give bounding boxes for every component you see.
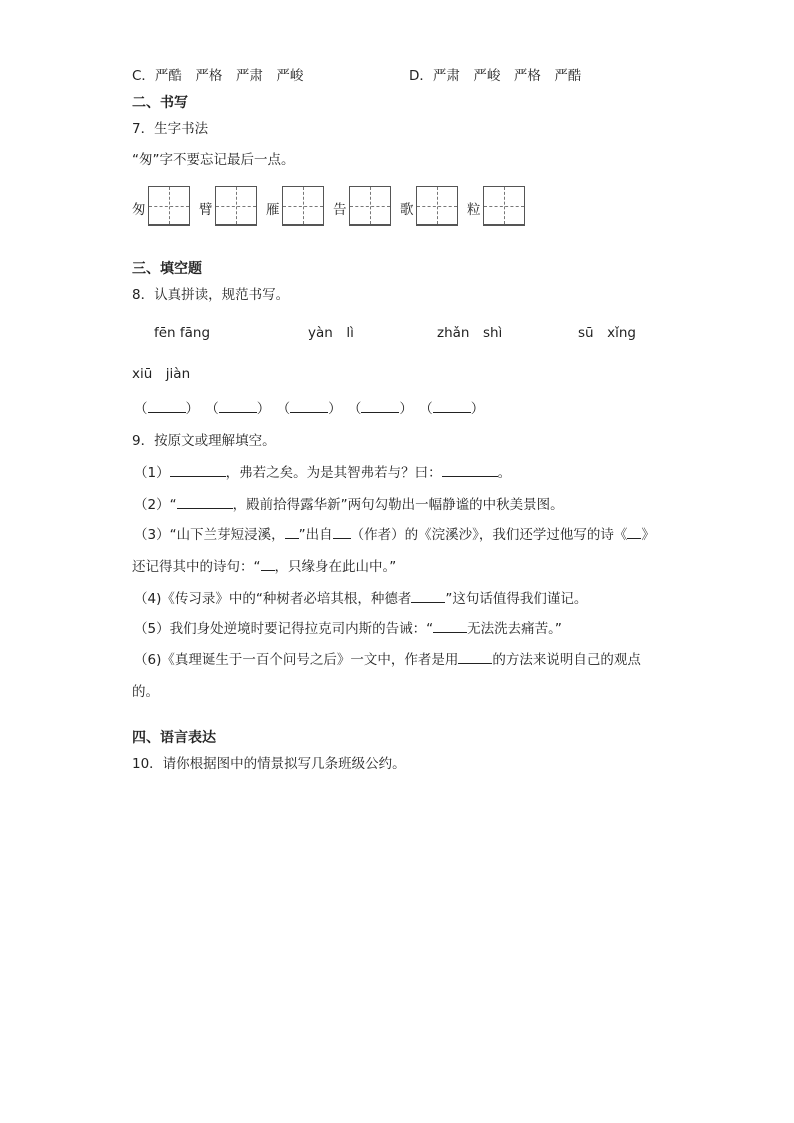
char-label: 告 [333,202,347,218]
question-7-tip: “匆”字不要忘记最后一点。 [132,152,295,168]
blank[interactable] [458,663,492,664]
answer-slot[interactable] [419,401,484,417]
q9-3-cont-end: ，只缘身在此山中。” [274,559,397,575]
q9-3-prefix: （3）“山下兰芽短浸溪， [134,527,285,543]
writing-box[interactable] [483,186,525,226]
q9-2-prefix: （2）“ [134,497,177,513]
blank[interactable] [285,538,299,539]
char-label: 雁 [266,202,280,218]
char-label: 匆 [132,202,146,218]
writing-box[interactable] [148,186,190,226]
blank[interactable] [170,476,226,477]
answer-slot[interactable] [348,401,413,417]
paren-open: （ [347,401,362,417]
blank[interactable] [177,508,233,509]
section-heading-writing: 二、书写 [132,95,188,111]
paren-close: ） [256,401,271,417]
option-d: D．严肃 严峻 严格 严酷 [409,68,582,84]
char-label: 歌 [400,202,414,218]
blank[interactable] [627,538,641,539]
q9-line-4 [134,590,587,608]
q9-2-text: ，殿前拾得露华新”两句勾勒出一幅静谧的中秋美景图。 [232,497,564,513]
q9-3-end: 》 [641,527,655,543]
q9-4-prefix: （4)《传习录》中的“种树者必培其根，种德者 [134,591,412,607]
answer-slots [134,400,484,418]
blank[interactable] [433,632,467,633]
q9-5-prefix: （5）我们身处逆境时要记得拉克司内斯的告诫：“ [134,621,434,637]
answer-slot[interactable] [277,401,342,417]
answer-slot[interactable] [205,401,270,417]
q9-5-text: 无法洗去痛苦。” [467,621,562,637]
blank[interactable] [261,570,275,571]
paren-close: ） [470,401,485,417]
q9-line-2 [134,496,564,514]
q9-1-text: ，弗若之矣。为是其智弗若与？曰： [225,465,442,481]
paren-open: （ [205,401,219,417]
paren-close: ） [399,401,413,417]
paren-open: （ [419,401,433,417]
q9-3-cont: 还记得其中的诗句：“ [132,559,261,575]
q9-line-3b [132,558,396,576]
question-10-title: 10．请你根据图中的情景拟写几条班级公约。 [132,756,406,772]
q9-line-5 [134,620,562,638]
writing-box[interactable] [282,186,324,226]
q9-1-end: 。 [497,465,512,481]
pinyin-2: yàn lì [308,325,354,341]
q9-line-6b: 的。 [132,684,159,700]
char-label: 粒 [467,202,481,218]
q9-1-prefix: （1） [134,465,170,481]
option-c: C．严酷 严格 严肃 严峻 [132,68,304,84]
blank[interactable] [333,538,351,539]
writing-box[interactable] [416,186,458,226]
q9-3-text: ”出自 [298,527,333,543]
q9-4-text: ”这句话值得我们谨记。 [445,591,588,607]
section-heading-expression: 四、语言表达 [132,730,216,746]
paren-open: （ [134,401,148,417]
blank[interactable] [411,602,445,603]
q9-3-text-2: （作者）的《浣溪沙》，我们还学过他写的诗《 [350,527,628,543]
q9-line-1 [134,464,511,482]
writing-box[interactable] [215,186,257,226]
q9-line-6 [134,651,641,669]
paren-open: （ [276,401,291,417]
char-label: 臂 [199,202,213,218]
pinyin-3: zhǎn shì [437,325,503,341]
paren-close: ） [185,401,199,417]
section-heading-fill-blank: 三、填空题 [132,261,202,277]
q9-line-3 [134,526,655,544]
answer-slot[interactable] [134,401,199,417]
question-8-title: 8．认真拼读，规范书写。 [132,287,290,303]
blank[interactable] [442,476,498,477]
question-7-title: 7．生字书法 [132,121,209,137]
pinyin-4: sū xǐng [578,325,636,341]
q9-6-text: 的方法来说明自己的观点 [492,652,641,668]
paren-close: ） [328,401,342,417]
pinyin-1: fēn fāng [154,325,211,341]
writing-box[interactable] [349,186,391,226]
q9-6-prefix: （6)《真理诞生于一百个问号之后》一文中，作者是用 [134,652,459,668]
question-9-title: 9．按原文或理解填空。 [132,433,276,449]
pinyin-5: xiū jiàn [132,366,191,382]
